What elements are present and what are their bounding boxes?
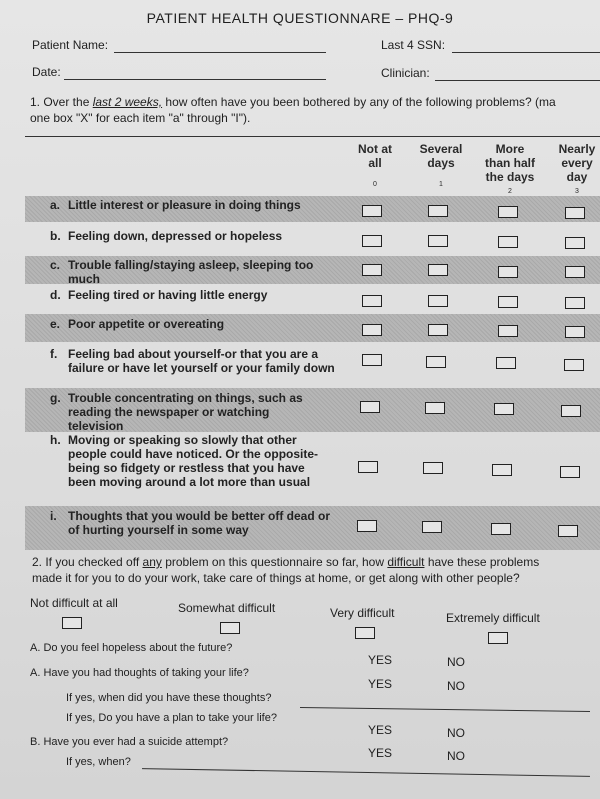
checkbox-e-several-days[interactable] xyxy=(428,324,448,336)
list-item: g. Trouble concentrating on things, such as reading the newspaper or watching television xyxy=(50,391,303,433)
yes-option[interactable]: YES xyxy=(368,653,393,667)
option-very-difficult-label: Very difficult xyxy=(330,606,395,620)
thoughts-when-field[interactable] xyxy=(300,707,590,712)
list-item: f. Feeling bad about yourself-or that you are a failure or have let yourself or your family down xyxy=(50,347,335,375)
date-field[interactable] xyxy=(64,79,326,80)
option-somewhat-difficult-label: Somewhat difficult xyxy=(178,601,276,615)
clinician-field[interactable] xyxy=(435,80,600,81)
list-item: h. Moving or speaking so slowly that other people could have noticed. Or the opposite-being so fidgety or restless that you have been moving around a lot more than usual xyxy=(50,433,319,489)
checkbox-e-more-than-half[interactable] xyxy=(498,325,518,337)
yes-option[interactable]: YES xyxy=(368,746,393,760)
checkbox-f-nearly-every-day[interactable] xyxy=(564,359,584,371)
checkbox-h-more-than-half[interactable] xyxy=(492,464,512,476)
checkbox-c-not-at-all[interactable] xyxy=(362,264,382,276)
checkbox-h-several-days[interactable] xyxy=(423,462,443,474)
checkbox-d-nearly-every-day[interactable] xyxy=(565,297,585,309)
page-title: PATIENT HEALTH QUESTIONNARE – PHQ-9 xyxy=(146,10,454,26)
question-plan: If yes, Do you have a plan to take your life? xyxy=(66,712,277,724)
list-item: e. Poor appetite or overeating xyxy=(50,317,225,331)
checkbox-very-difficult[interactable] xyxy=(355,627,375,639)
patient-name-field[interactable] xyxy=(114,52,326,53)
column-header-more-than-half: More than half the days 2 xyxy=(485,142,535,195)
checkbox-b-nearly-every-day[interactable] xyxy=(565,237,585,249)
checkbox-h-not-at-all[interactable] xyxy=(358,461,378,473)
checkbox-f-not-at-all[interactable] xyxy=(362,354,382,366)
instructions: 1. Over the last 2 weeks, how often have you been bothered by any of the following problems? (ma xyxy=(30,95,556,109)
list-item: i. Thoughts that you would be better off dead or of hurting yourself in some way xyxy=(50,509,330,537)
list-item: c. Trouble falling/staying asleep, sleeping too much xyxy=(50,258,314,286)
patient-name-label: Patient Name: xyxy=(32,38,109,52)
no-option[interactable]: NO xyxy=(447,655,465,669)
checkbox-d-several-days[interactable] xyxy=(428,295,448,307)
checkbox-i-more-than-half[interactable] xyxy=(491,523,511,535)
checkbox-b-more-than-half[interactable] xyxy=(498,236,518,248)
checkbox-c-nearly-every-day[interactable] xyxy=(565,266,585,278)
question-thoughts: A. Have you had thoughts of taking your life? xyxy=(30,667,249,679)
checkbox-b-several-days[interactable] xyxy=(428,235,448,247)
checkbox-extremely-difficult[interactable] xyxy=(488,632,508,644)
last4-ssn-label: Last 4 SSN: xyxy=(381,38,446,52)
checkbox-g-not-at-all[interactable] xyxy=(360,401,380,413)
question-2-line2: made it for you to do your work, take care of things at home, or get along with other people? xyxy=(32,571,520,585)
option-not-difficult-label: Not difficult at all xyxy=(30,596,118,610)
date-label: Date: xyxy=(32,65,61,79)
checkbox-f-several-days[interactable] xyxy=(426,356,446,368)
list-item: b. Feeling down, depressed or hopeless xyxy=(50,229,283,243)
no-option[interactable]: NO xyxy=(447,726,465,740)
question-2: 2. If you checked off any problem on this questionnaire so far, how difficult have these problems xyxy=(32,555,540,569)
checkbox-i-not-at-all[interactable] xyxy=(357,520,377,532)
table-top-rule xyxy=(25,136,600,137)
checkbox-a-more-than-half[interactable] xyxy=(498,206,518,218)
checkbox-not-difficult[interactable] xyxy=(62,617,82,629)
list-item: a. Little interest or pleasure in doing things xyxy=(50,198,301,212)
checkbox-c-more-than-half[interactable] xyxy=(498,266,518,278)
no-option[interactable]: NO xyxy=(447,679,465,693)
list-item: d. Feeling tired or having little energy xyxy=(50,288,268,302)
question-thoughts-when: If yes, when did you have these thoughts? xyxy=(66,692,272,704)
checkbox-d-not-at-all[interactable] xyxy=(362,295,382,307)
yes-option[interactable]: YES xyxy=(368,723,393,737)
checkbox-somewhat-difficult[interactable] xyxy=(220,622,240,634)
yes-option[interactable]: YES xyxy=(368,677,393,691)
instructions-line2: one box "X" for each item "a" through "I"). xyxy=(30,111,251,125)
column-header-nearly-every-day: Nearly every day 3 xyxy=(558,142,596,195)
column-header-not-at-all: Not at all 0 xyxy=(358,142,392,188)
checkbox-i-several-days[interactable] xyxy=(422,521,442,533)
question-hopeless: A. Do you feel hopeless about the future? xyxy=(30,642,233,654)
checkbox-a-several-days[interactable] xyxy=(428,205,448,217)
last4-ssn-field[interactable] xyxy=(452,52,600,53)
no-option[interactable]: NO xyxy=(447,749,465,763)
checkbox-f-more-than-half[interactable] xyxy=(496,357,516,369)
question-suicide-attempt: B. Have you ever had a suicide attempt? xyxy=(30,736,229,748)
checkbox-g-nearly-every-day[interactable] xyxy=(561,405,581,417)
checkbox-h-nearly-every-day[interactable] xyxy=(560,466,580,478)
question-attempt-when: If yes, when? xyxy=(66,756,131,768)
checkbox-e-nearly-every-day[interactable] xyxy=(565,326,585,338)
checkbox-d-more-than-half[interactable] xyxy=(498,296,518,308)
checkbox-e-not-at-all[interactable] xyxy=(362,324,382,336)
option-extremely-difficult-label: Extremely difficult xyxy=(446,611,540,625)
checkbox-c-several-days[interactable] xyxy=(428,264,448,276)
column-header-several-days: Several days 1 xyxy=(419,142,463,188)
checkbox-b-not-at-all[interactable] xyxy=(362,235,382,247)
attempt-when-field[interactable] xyxy=(142,768,590,777)
checkbox-g-several-days[interactable] xyxy=(425,402,445,414)
checkbox-a-nearly-every-day[interactable] xyxy=(565,207,585,219)
clinician-label: Clinician: xyxy=(381,66,430,80)
checkbox-g-more-than-half[interactable] xyxy=(494,403,514,415)
checkbox-i-nearly-every-day[interactable] xyxy=(558,525,578,537)
checkbox-a-not-at-all[interactable] xyxy=(362,205,382,217)
